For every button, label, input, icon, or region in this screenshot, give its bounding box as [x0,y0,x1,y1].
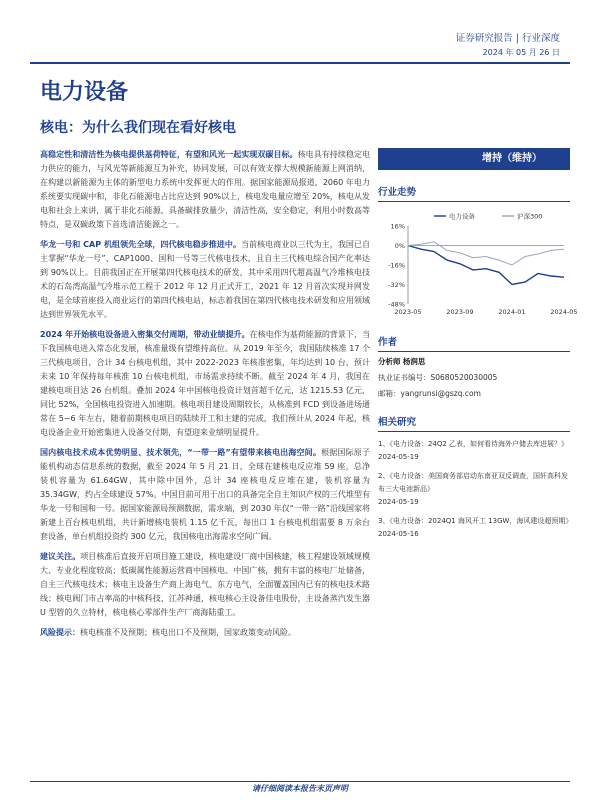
license-label: 执业证书编号： [378,373,431,382]
paragraph-technology [40,238,370,322]
paragraph-lead: 2024 年开始核电设备进入密集交付周期，带动业绩提升。 [40,330,250,339]
x-tick-label: 2024-05 [550,308,578,316]
paragraph-text: 当前核电商业以三代为主，我国已自主掌握“华龙一号”、CAP1000、国和一号等三代核电技术，且自主三代核电综合国产化率达到 90%以上。目前我国正在开展第四代核电技术的研发，其中采用四代超高温气冷堆核电技术的石岛湾高温气冷堆示范工程于 2012 年 12 月正式开工，2021 年 12 月首次实现并网发电，是全球首座投入商业运行的第四代核电站，标志着我国在第四代核电技术研发和应用领域达到世界领先水平。 [40,240,371,319]
sidebar [378,148,578,541]
license-row [378,372,570,384]
related-report-date: 2024-05-19 [378,453,419,461]
paragraph-lead: 建议关注。 [40,552,81,561]
paragraph-lead: 国内核电技术成本优势明显、技术领先，“一带一路”有望带来核电出海空间。 [40,448,322,457]
industry-trend-heading: 行业走势 [378,184,570,202]
x-tick-label: 2023-05 [394,308,422,316]
header-divider [30,62,570,64]
paragraph-lead: 华龙一号和 CAP 机组领先全球，四代核电稳步推进中。 [40,240,242,249]
related-report[interactable] [378,470,570,509]
x-tick-label: 2023-09 [446,308,474,316]
author-heading: 作者 [378,334,570,352]
report-date: 2024 年 05 月 26 日 [482,48,560,57]
footer-disclaimer: 请仔细阅读本报告末页声明 [252,784,348,793]
related-report-date: 2024-05-16 [378,530,419,538]
paragraph-text: 在核电作为基荷能源的背景下，当下我国核电进入常态化发展，核准量级有望维持高位。从 2019 年至今，我国陆续核准 17 个三代核电项目，合计 34 台核电机组，其中 2022-2023 年核准密集，年均达到 10 台，预计未来 10 年保持每年核准 10 台核电机组，市场需求持续不断。截至 2024 年 4 月，我国在建核电项目达 26 台机组。叠加 2024 年中国核电投资计划首超千亿元，达 1215.53 亿元，同比 52%，全国核电投资进入加速期。核电项目建设周期较长，从核准到 FCD 到设备进场通常在 5~6 年左右，随着前期核电项目的陆续开工和主建的完成，我们预计从 2024 年起，核电设备企业开始密集进入设备交付期，有望迎来业绩明显提升。 [40,330,370,437]
footer-divider [30,781,570,782]
paragraph-delivery-cycle [40,328,370,440]
paragraph-lead: 高稳定性和清洁性为核电提供基荷特征，有望和风光一起实现双碳目标。 [40,150,298,159]
legend-label: 沪深300 [517,212,543,221]
trend-chart-svg [378,208,578,320]
analyst-row [378,356,570,368]
related-report[interactable] [378,515,573,541]
related-research-heading: 相关研究 [378,414,570,432]
y-tick-label: -32% [388,281,405,289]
paragraph-risks [40,626,370,640]
report-body [40,148,370,646]
y-tick-label: 16% [390,222,405,231]
sector-title: 电力设备 [40,80,129,105]
paragraph-lead: 风险提示： [40,628,80,637]
report-type-tags: 证券研究报告 | 行业深度 [455,33,560,44]
paragraph-text: 核电具有持续稳定电力供应的能力，与风光等新能源互为补充，协同发展，可以有效支撑大规模新能源上网消纳，在构建以新能源为主体的新型电力系统中发挥更大的作用。据国家能源局报道，2060 年电力系统要实现碳中和，非化石能源电占比应达到 90%以上，核电发电量应增至 20%，核电从发电和社会上来讲，属于非化石能源，具备碳排放量少，清洁性高，安全稳定，利用小时数高等特点，是双碳政策下首选清洁能源之一。 [40,150,371,229]
paragraph-positioning [40,148,370,232]
x-tick-label: 2024-01 [498,308,526,316]
paragraph-text: 核电核准不及预期；核电出口不及预期，国家政策变动风险。 [80,628,296,637]
paragraph-text: 项目核准后直接开启项目施工建设，核电建设厂商中国核建，核工程建设领域规模大、专业化程度较高；低碳属性能源运营商中国核电、中国广核，拥有丰富的核电厂址储备，自主三代核电技术；核电主设备生产商上海电气、东方电气，全面覆盖国内已有的核电技术路线；核电阀门市占率高的中核科技、江苏神通，核电核心主设备佳电股份，主设备蒸汽发生器 U 型管的久立特材，核电核心零部件生产厂商海陆重工。 [40,552,370,617]
paragraph-overseas [40,446,370,544]
related-report-title[interactable]: 2、《电力设备：美国商务部启动东南亚双反调查，国轩高科发布三大电池新品》 [378,472,568,493]
legend-label: 电力设备 [449,212,475,221]
related-report-title[interactable]: 3、《电力设备：2024Q1 海风开工 13GW，海风建设超预期》 [378,517,573,525]
industry-trend-chart [378,208,578,320]
analyst-label: 分析师 [378,357,401,366]
paragraph-text: 根据国际原子能机构动态信息系统的数据，截至 2024 年 5 月 21 日，全球在建核电反应堆 59 座，总净装机容量为 61.64GW，其中除中国外，总计 34 座核电反应堆在建，装机容量为 35.34GW，约占全球建设 57%。中国目前可用于出口的具备完全自主知识产权的三代堆型有华龙一号和国和一号。据国家能源局预测数据，需求端，到 2030 年仅“一带一路”沿线国家将新建上百台核电机组，共计新增核电装机 1.15 亿千瓦，每出口 1 台核电机组需要 8 万余台套设备，单台机组投资约 300 亿元，我国核电出海需求空间广阔。 [40,448,370,541]
y-tick-label: -16% [388,261,405,270]
related-report-date: 2024-05-19 [378,498,419,506]
paragraph-recommendations [40,550,370,620]
analyst-name: 杨润思 [402,357,426,366]
license-number: S0680520030005 [430,373,498,382]
email-label: 邮箱： [378,389,401,398]
report-title: 核电：为什么我们现在看好核电 [40,120,236,136]
related-report[interactable] [378,438,570,464]
email-address[interactable]: yangrunsi@gszq.com [400,389,481,398]
related-report-title[interactable]: 1、《电力设备：24Q2 乙表，如何看待海外户储去库进展？》 [378,440,569,448]
rating-badge: 增持（维持） [378,148,570,170]
y-tick-label: -48% [388,300,405,309]
email-row [378,388,570,400]
y-tick-label: 0% [394,242,405,250]
series-line-0 [408,246,564,285]
